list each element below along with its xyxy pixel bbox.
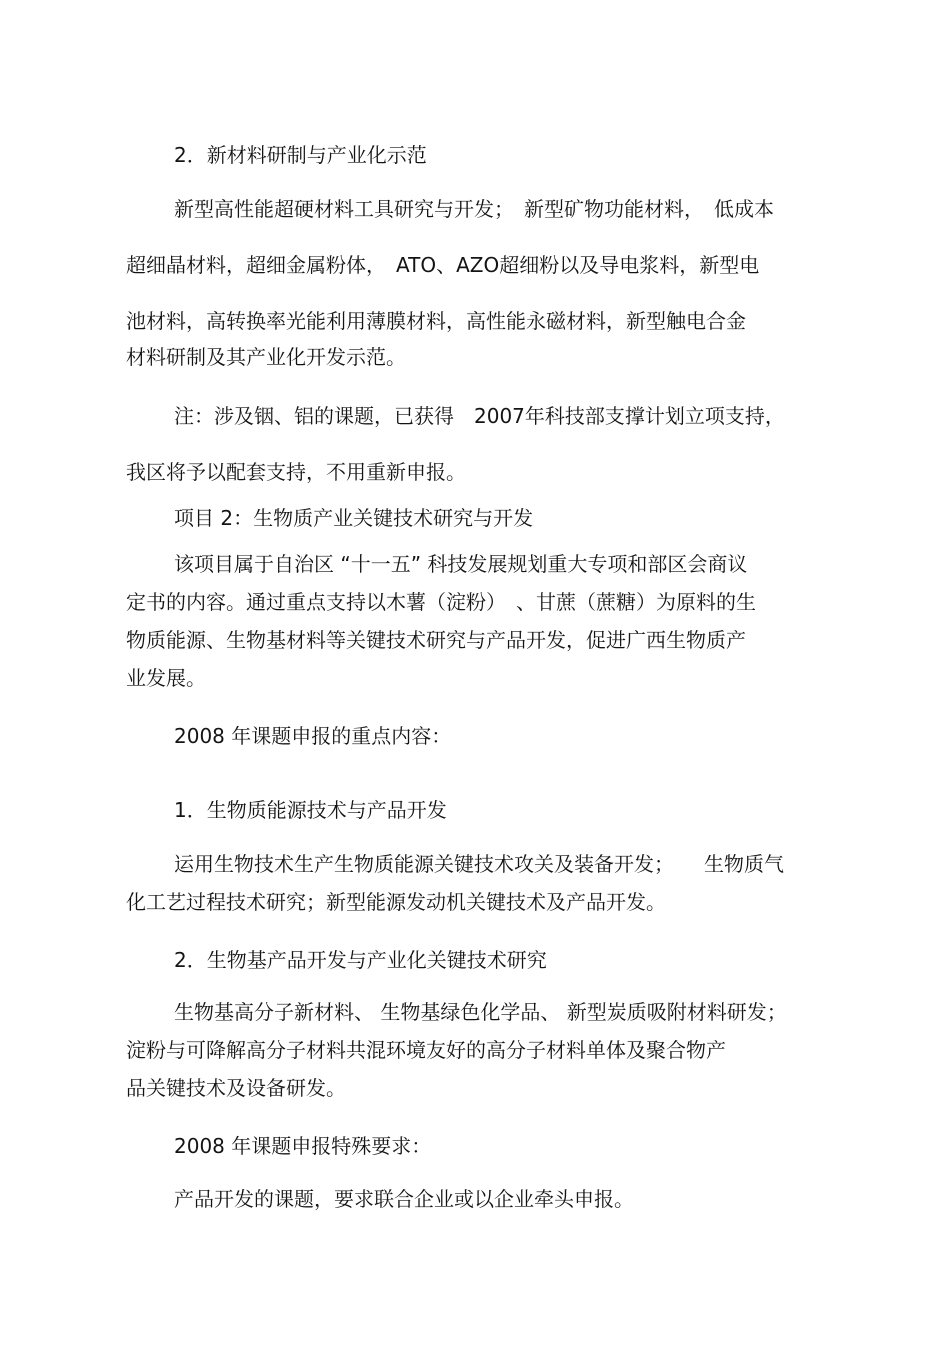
key-content-heading: 2008 年课题申报的重点内容： — [174, 724, 452, 748]
note-line: 我区将予以配套支持，不用重新申报。 — [126, 460, 466, 484]
paragraph-line: 产品开发的课题，要求联合企业或以企业牵头申报。 — [174, 1187, 634, 1211]
paragraph-line: 运用生物技术生产生物质能源关键技术攻关及装备开发； 生物质气 — [174, 852, 784, 876]
paragraph-line: 材料研制及其产业化开发示范。 — [126, 345, 406, 369]
paragraph-line: 定书的内容。通过重点支持以木薯（淀粉） 、甘蔗（蔗糖）为原料的生 — [126, 590, 756, 614]
section-heading-bioenergy: 1．生物质能源技术与产品开发 — [174, 798, 447, 822]
paragraph-line: 化工艺过程技术研究；新型能源发动机关键技术及产品开发。 — [126, 890, 666, 914]
section-heading-bio-based: 2．生物基产品开发与产业化关键技术研究 — [174, 948, 547, 972]
paragraph-line: 业发展。 — [126, 666, 206, 690]
paragraph-line: 新型高性能超硬材料工具研究与开发； 新型矿物功能材料， 低成本 — [174, 197, 774, 221]
project-heading: 项目 2：生物质产业关键技术研究与开发 — [174, 506, 534, 530]
paragraph-line: 超细晶材料，超细金属粉体， ATO、AZO超细粉以及导电浆料，新型电 — [126, 253, 760, 277]
note-line: 注：涉及铟、铝的课题，已获得 2007年科技部支撑计划立项支持， — [174, 404, 785, 428]
paragraph-line: 品关键技术及设备研发。 — [126, 1076, 346, 1100]
paragraph-line: 池材料，高转换率光能利用薄膜材料，高性能永磁材料，新型触电合金 — [126, 309, 746, 333]
special-requirements-heading: 2008 年课题申报特殊要求： — [174, 1134, 432, 1158]
paragraph-line: 淀粉与可降解高分子材料共混环境友好的高分子材料单体及聚合物产 — [126, 1038, 726, 1062]
paragraph-line: 物质能源、生物基材料等关键技术研究与产品开发，促进广西生物质产 — [126, 628, 746, 652]
paragraph-line: 该项目属于自治区 “十一五” 科技发展规划重大专项和部区会商议 — [174, 552, 748, 576]
section-heading-new-materials: 2．新材料研制与产业化示范 — [174, 143, 427, 167]
paragraph-line: 生物基高分子新材料、 生物基绿色化学品、 新型炭质吸附材料研发； — [174, 1000, 787, 1024]
